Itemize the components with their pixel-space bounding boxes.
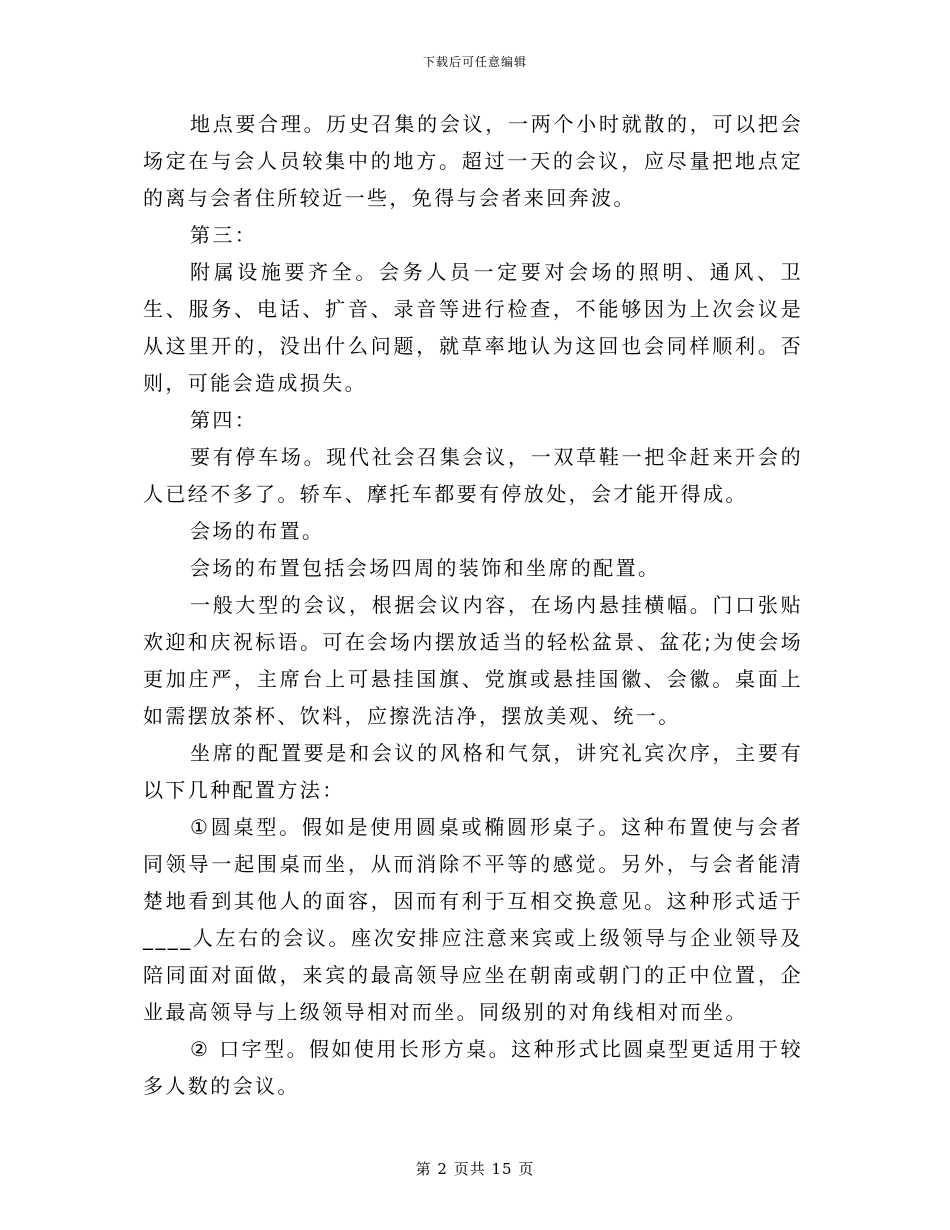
page-header-note: 下载后可任意编辑	[422, 55, 527, 69]
paragraph-heading-third: 第三：	[190, 223, 258, 247]
paragraph-large-meeting-decor: 一般大型的会议，根据会议内容，在场内悬挂横幅。门口张贴欢迎和庆祝标语。可在会场内摆放适当的轻松盆景、盆花;为使会场更加庄严，主席台上可悬挂国旗、党旗或悬挂国徽、会徽。桌面上如需摆放茶杯、饮料，应擦洗洁净，摆放美观、统一。	[143, 593, 803, 728]
paragraph-venue-location: 地点要合理。历史召集的会议，一两个小时就散的，可以把会场定在与会人员较集中的地方。超过一天的会议，应尽量把地点定的离与会者住所较近一些，免得与会者来回奔波。	[143, 112, 803, 210]
paragraph-seating-intro: 坐席的配置要是和会议的风格和气氛，讲究礼宾次序，主要有以下几种配置方法：	[143, 741, 803, 802]
paragraph-facilities: 附属设施要齐全。会务人员一定要对会场的照明、通风、卫生、服务、电话、扩音、录音等进行检查，不能够因为上次会议是从这里开的，没出什么问题，就草率地认为这回也会同样顺利。否则，可能会造成损失。	[143, 260, 803, 395]
paragraph-heading-fourth: 第四：	[190, 408, 258, 432]
paragraph-venue-layout-intro: 会场的布置包括会场四周的装饰和坐席的配置。	[190, 556, 661, 580]
paragraph-round-table: ①圆桌型。假如是使用圆桌或椭圆形桌子。这种布置使与会者同领导一起围桌而坐，从而消除不平等的感觉。另外，与会者能清楚地看到其他人的面容，因而有利于互相交换意见。这种形式适于____人左右的会议。座次安排应注意来宾或上级领导与企业领导及陪同面对面做，来宾的最高领导应坐在朝南或朝门的正中位置，企业最高领导与上级领导相对而坐。同级别的对角线相对而坐。	[143, 815, 803, 1024]
paragraph-parking: 要有停车场。现代社会召集会议，一双草鞋一把伞赶来开会的人已经不多了。轿车、摩托车都要有停放处，会才能开得成。	[143, 445, 803, 506]
page-number: 第 2 页共 15 页	[415, 1160, 535, 1178]
paragraph-square-table: ② 口字型。假如使用长形方桌。这种形式比圆桌型更适用于较多人数的会议。	[143, 1037, 803, 1098]
document-body	[143, 106, 803, 1105]
paragraph-venue-layout-title: 会场的布置。	[190, 519, 325, 543]
